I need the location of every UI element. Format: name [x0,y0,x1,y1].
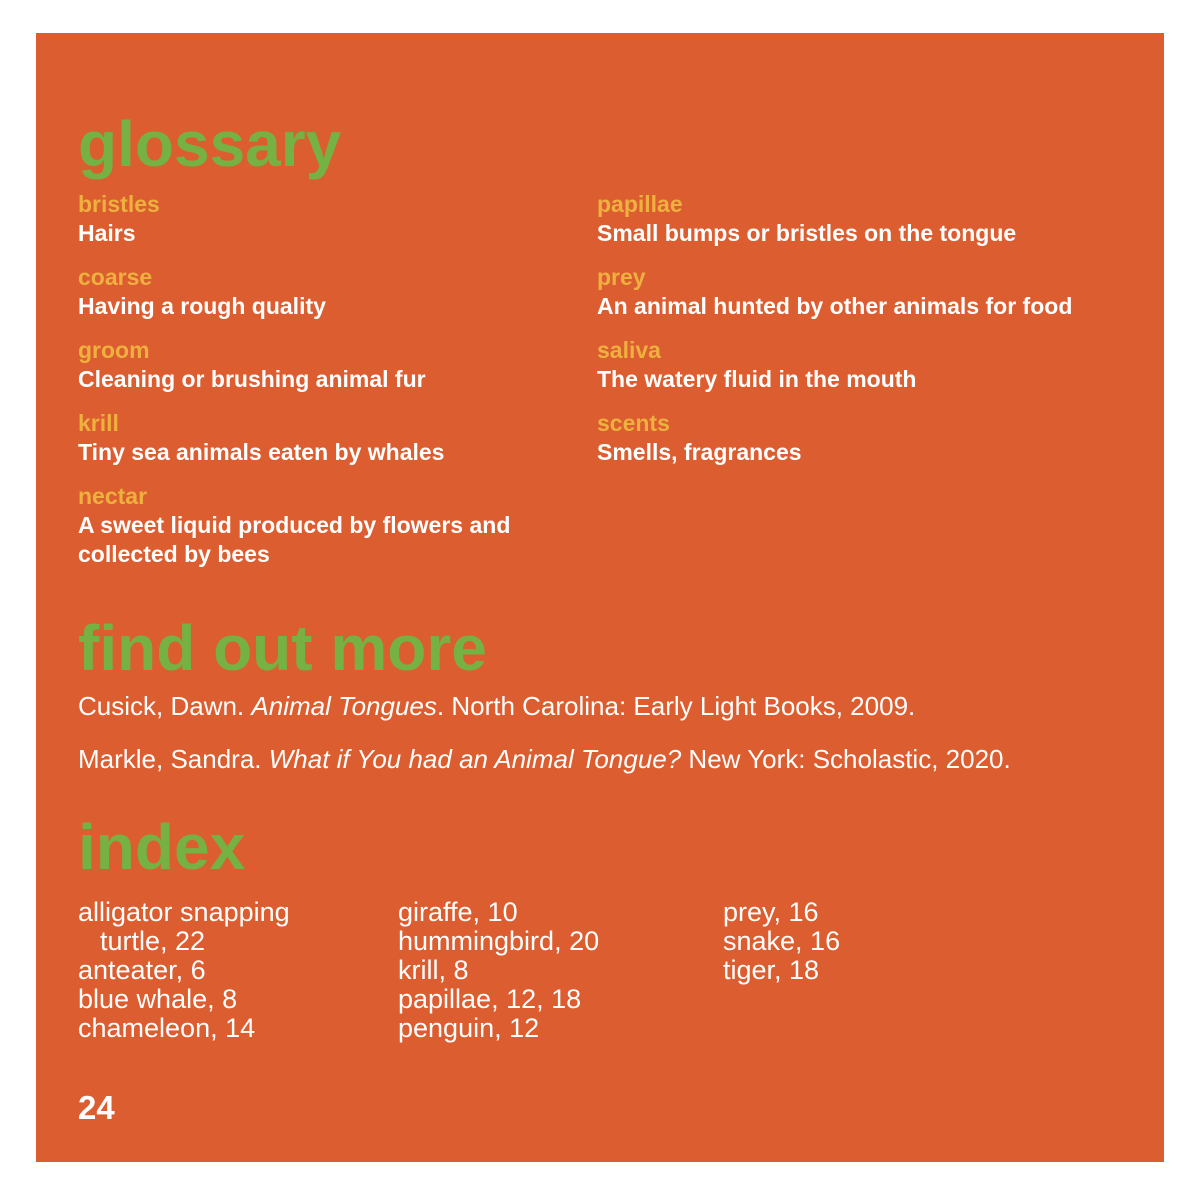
citation-publisher: . North Carolina: Early Light Books, 2009. [436,691,916,721]
glossary-entry [78,336,593,394]
citation-author: Markle, Sandra. [78,744,269,774]
glossary-entry [597,336,1097,394]
glossary-definition: Small bumps or bristles on the tongue [597,220,1017,246]
index-entry: blue whale, 8 [78,984,238,1014]
index-column-2 [398,898,713,1043]
index-entry: chameleon, 14 [78,1013,256,1043]
glossary-entry [78,263,593,321]
find-out-more-heading: find out more [78,612,487,684]
glossary-entry [597,190,1097,248]
index-entry: tiger, 18 [723,955,820,985]
citation-book-title: What if You had an Animal Tongue? [268,744,682,774]
glossary-term: scents [597,410,670,436]
index-entry: snake, 16 [723,926,841,956]
glossary-term: nectar [78,483,148,509]
glossary-definition: Cleaning or brushing animal fur [78,366,426,392]
citation-book-title: Animal Tongues [251,691,437,721]
orange-panel [36,33,1164,1162]
index-entry: hummingbird, 20 [398,926,600,956]
glossary-term: groom [78,337,150,363]
citation-list [78,692,1164,798]
glossary-term: coarse [78,264,153,290]
citation-author: Cusick, Dawn. [78,691,252,721]
glossary-definition: An animal hunted by other animals for food [597,293,1073,319]
glossary-entry [597,409,1097,467]
page-number: 24 [78,1089,115,1126]
index-entry: krill, 8 [398,955,469,985]
glossary-entry [78,409,593,467]
glossary-definition: Hairs [78,220,136,246]
index-heading: index [78,811,246,883]
index-column-3 [723,898,1023,985]
glossary-definition: Having a rough quality [78,293,326,319]
glossary-definition: Tiny sea animals eaten by whales [78,439,445,465]
citation [78,692,1164,721]
glossary-entry [78,190,593,248]
index-entry: giraffe, 10 [398,897,518,927]
index-entry: penguin, 12 [398,1013,540,1043]
index-entry: anteater, 6 [78,955,206,985]
glossary-column-left [78,190,593,584]
glossary-term: krill [78,410,119,436]
index-entry: prey, 16 [723,897,819,927]
glossary-heading: glossary [78,108,342,180]
glossary-definition: Smells, fragrances [597,439,802,465]
citation-publisher: New York: Scholastic, 2020. [681,744,1011,774]
index-entry: turtle, 22 [100,926,206,956]
index-column-1 [78,898,388,1043]
glossary-entry [78,482,593,569]
glossary-definition: A sweet liquid produced by flowers and collected by bees [78,512,511,567]
glossary-term: prey [597,264,646,290]
glossary-term: papillae [597,191,683,217]
glossary-term: bristles [78,191,160,217]
index-entry: papillae, 12, 18 [398,984,582,1014]
glossary-entry [597,263,1097,321]
citation [78,745,1164,774]
glossary-column-right [597,190,1097,482]
index-entry: alligator snapping [78,897,290,927]
glossary-definition: The watery fluid in the mouth [597,366,917,392]
glossary-term: saliva [597,337,661,363]
